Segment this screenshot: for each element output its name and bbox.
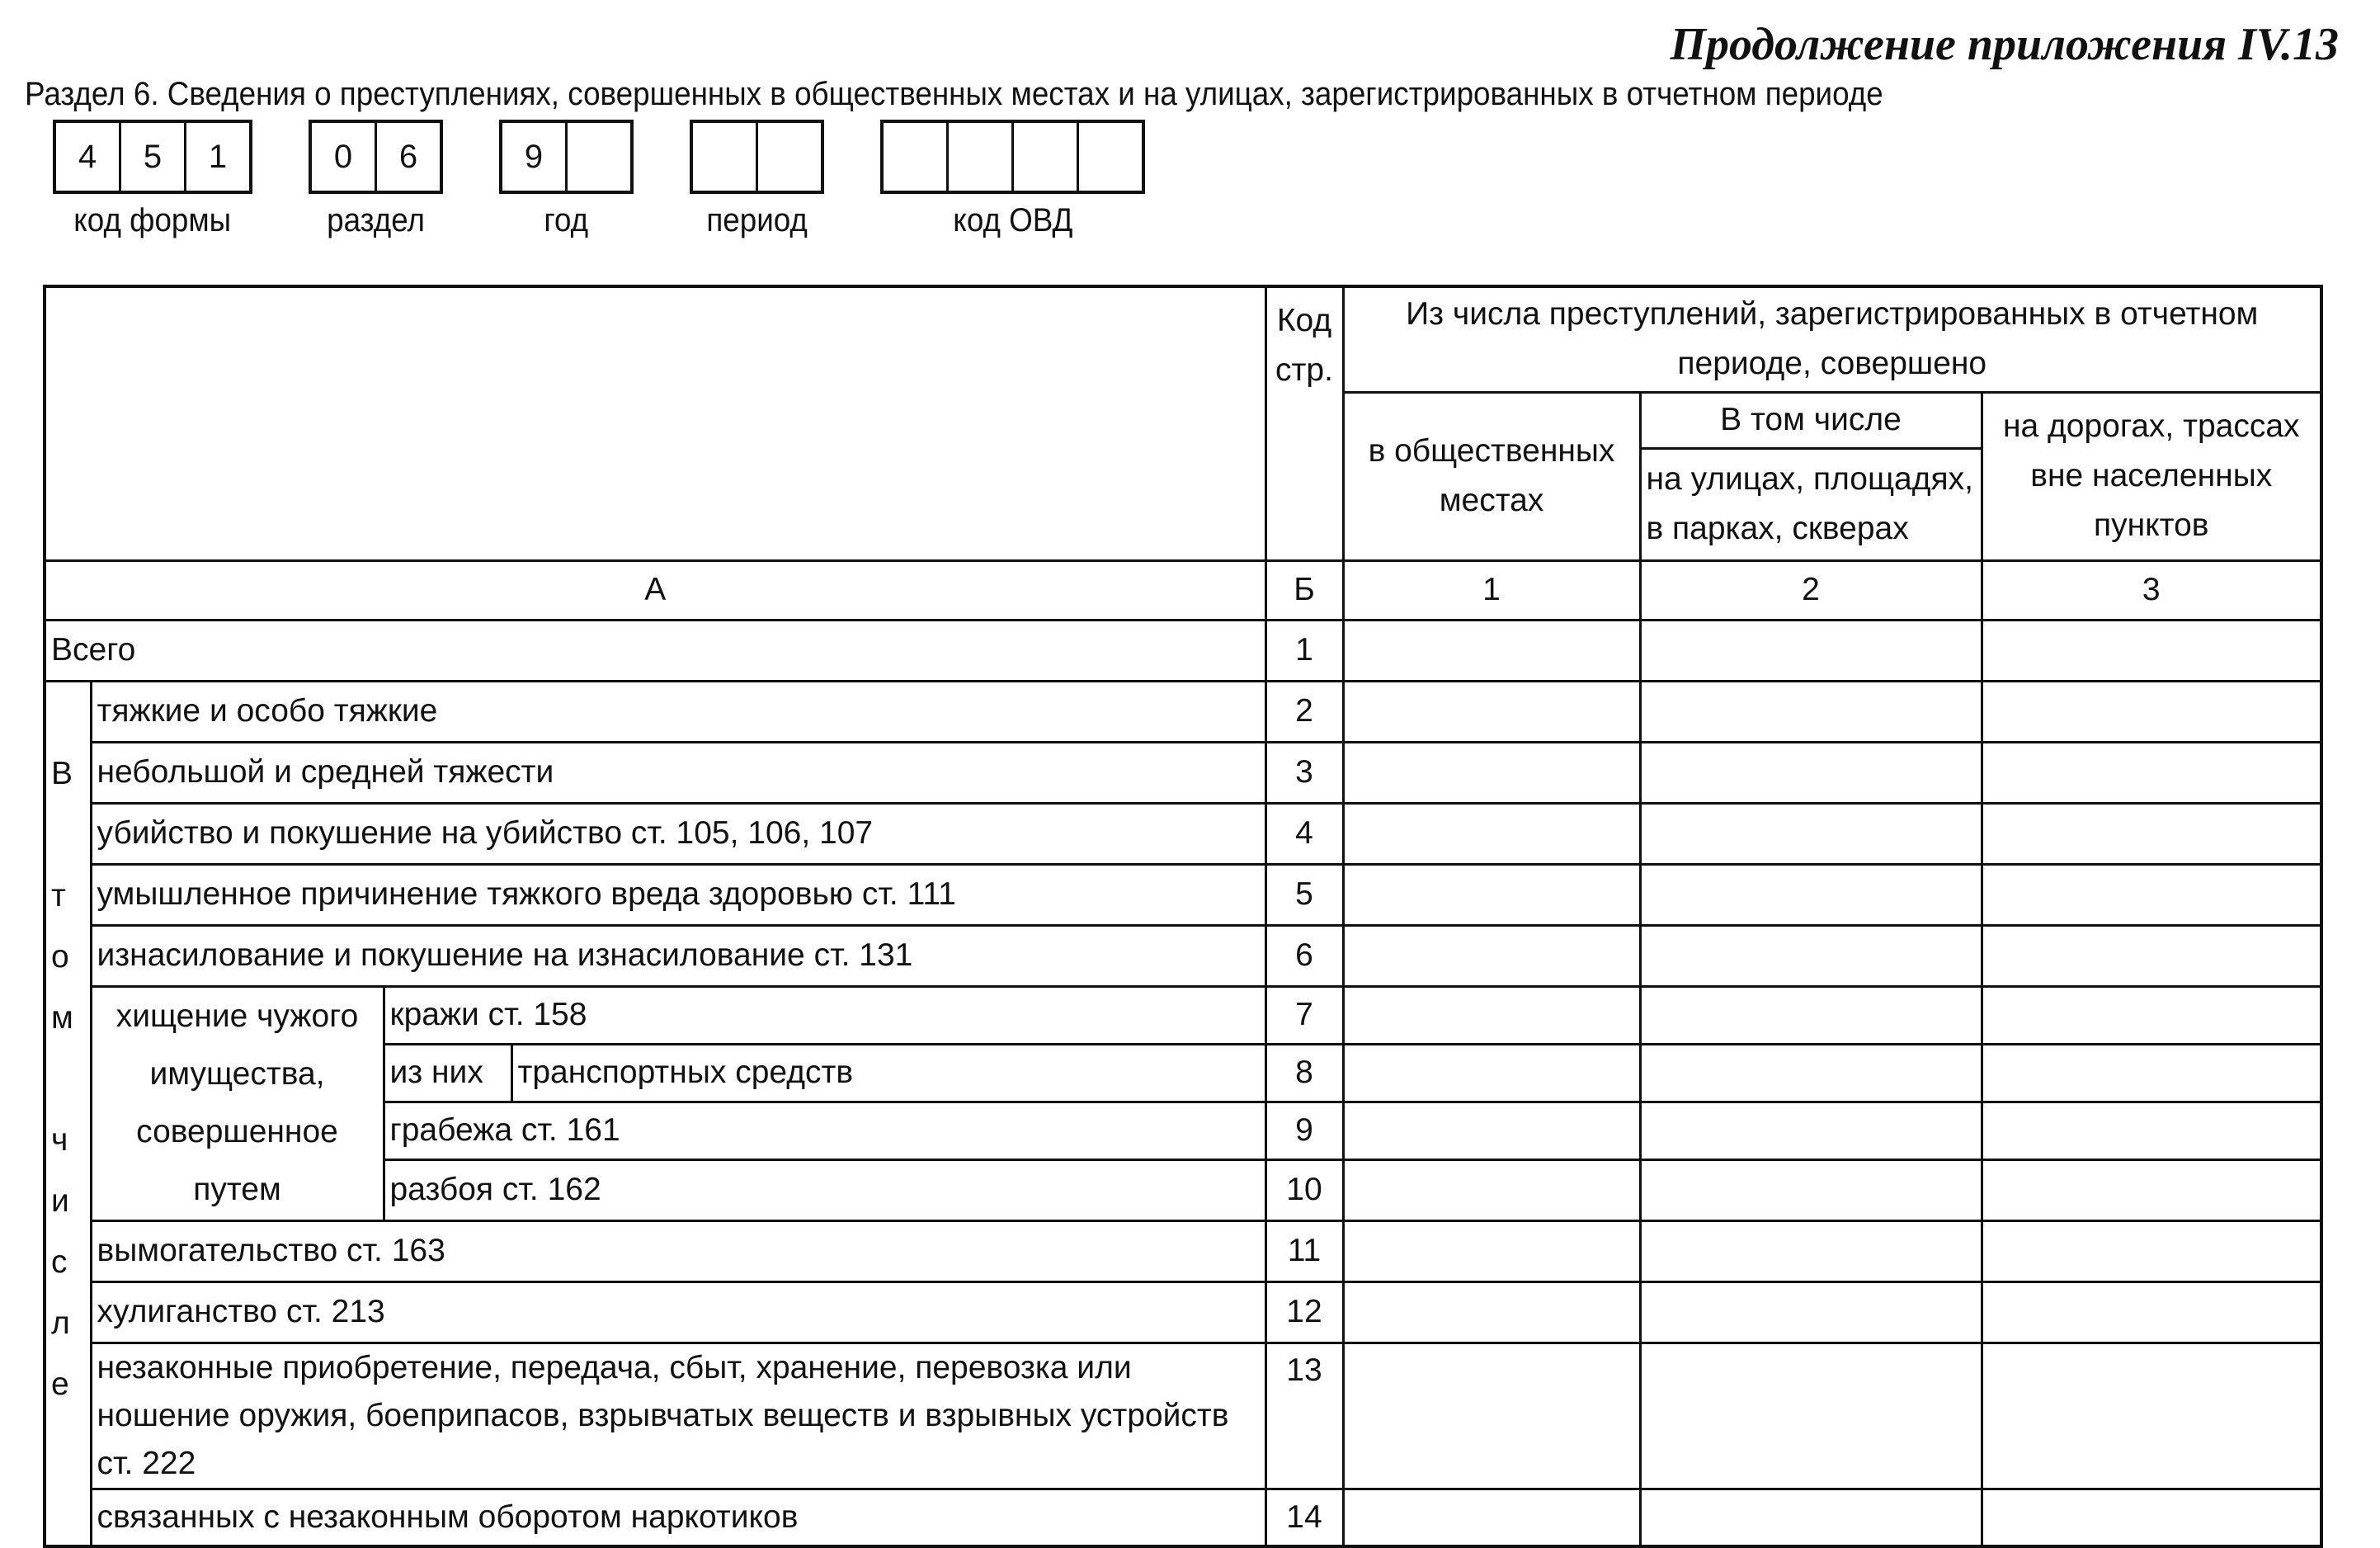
form-codes: [53, 120, 1201, 239]
row-code: 7: [1265, 986, 1343, 1044]
data-cell[interactable]: [1343, 1159, 1640, 1220]
data-cell[interactable]: [1343, 681, 1640, 742]
table-row: [45, 681, 2321, 742]
data-cell[interactable]: [1982, 864, 2321, 925]
data-cell[interactable]: [1343, 986, 1640, 1044]
data-cell[interactable]: [1640, 1044, 1982, 1102]
data-cell[interactable]: [1343, 1343, 1640, 1489]
code-label: период: [706, 202, 808, 238]
table-row: [45, 986, 2321, 1044]
data-cell[interactable]: [1343, 1044, 1640, 1102]
data-cell[interactable]: [1982, 681, 2321, 742]
data-cell[interactable]: [1982, 986, 2321, 1044]
table-row: [45, 1044, 2321, 1102]
header-subgroup: В том числе: [1640, 392, 1982, 448]
letter-a: А: [45, 560, 1265, 620]
code-box[interactable]: [565, 123, 630, 191]
header-main-group: Из числа преступлений, зарегистрированных в отчетном периоде, совершено: [1343, 286, 2321, 392]
code-group-form: [53, 120, 252, 239]
crime-table: [43, 285, 2323, 1548]
code-label: код ОВД: [952, 202, 1073, 238]
data-cell[interactable]: [1982, 803, 2321, 864]
row-label: небольшой и средней тяжести: [91, 742, 1265, 803]
table-row: [45, 1220, 2321, 1281]
header-col3: на дорогах, трассах вне населенных пунктов: [1982, 392, 2321, 560]
data-cell[interactable]: [1982, 925, 2321, 986]
row-code: 12: [1265, 1281, 1343, 1343]
section-title: Раздел 6. Сведения о преступлениях, совершенных в общественных местах и на улицах, зарегистрированных в отчетном периоде: [25, 76, 1883, 112]
code-box[interactable]: 9: [524, 138, 544, 175]
data-cell[interactable]: [1640, 620, 1982, 681]
row-label: изнасилование и покушение на изнасилование ст. 131: [91, 925, 1265, 986]
data-cell[interactable]: [1343, 742, 1640, 803]
row-label: кражи ст. 158: [384, 986, 1265, 1044]
data-cell[interactable]: [1640, 1281, 1982, 1343]
data-cell[interactable]: [1982, 742, 2321, 803]
row-code: 13: [1265, 1343, 1343, 1489]
code-box[interactable]: 0: [333, 138, 353, 175]
row-label: транспортных средств: [511, 1044, 1265, 1102]
row-label: незаконные приобретение, передача, сбыт, хранение, перевозка или ношение оружия, боеприпасов, взрывчатых веществ и взрывных устройств ст. 222: [91, 1343, 1265, 1489]
table-row: [45, 1343, 2321, 1489]
table-row: [45, 925, 2321, 986]
code-box[interactable]: [946, 123, 1011, 191]
header-col2: на улицах, площадях, в парках, скверах: [1640, 448, 1982, 560]
data-cell[interactable]: [1343, 1489, 1640, 1546]
data-cell[interactable]: [1640, 1343, 1982, 1489]
header-col1: в общественных местах: [1343, 392, 1640, 560]
table-row: [45, 742, 2321, 803]
data-cell[interactable]: [1343, 1220, 1640, 1281]
code-label: раздел: [327, 202, 425, 238]
code-box[interactable]: [1077, 123, 1142, 191]
side-label-v-tom-chisle: В т о м ч и с л е: [45, 681, 91, 1546]
data-cell[interactable]: [1640, 925, 1982, 986]
row-code: 11: [1265, 1220, 1343, 1281]
code-box[interactable]: 6: [375, 123, 440, 191]
data-cell[interactable]: [1343, 1281, 1640, 1343]
letter-3: 3: [1982, 560, 2321, 620]
theft-group-label: хищение чужого имущества, совершенное путем: [91, 986, 384, 1220]
row-code: 5: [1265, 864, 1343, 925]
code-group-section: [309, 120, 443, 239]
data-cell[interactable]: [1640, 1102, 1982, 1159]
table-row: [45, 864, 2321, 925]
row-code: 10: [1265, 1159, 1343, 1220]
row-label: разбоя ст. 162: [384, 1159, 1265, 1220]
data-cell[interactable]: [1982, 1220, 2321, 1281]
data-cell[interactable]: [1640, 681, 1982, 742]
data-cell[interactable]: [1640, 986, 1982, 1044]
data-cell[interactable]: [1640, 742, 1982, 803]
row-label: убийство и покушение на убийство ст. 105, 106, 107: [91, 803, 1265, 864]
of-them-label: из них: [384, 1044, 511, 1102]
letter-1: 1: [1343, 560, 1640, 620]
data-cell[interactable]: [1640, 1220, 1982, 1281]
code-label: год: [544, 202, 589, 238]
code-box[interactable]: [1011, 123, 1077, 191]
data-cell[interactable]: [1343, 620, 1640, 681]
code-box[interactable]: 1: [184, 123, 249, 191]
table-row: [45, 1102, 2321, 1159]
code-box[interactable]: 5: [119, 123, 184, 191]
row-label: умышленное причинение тяжкого вреда здоровью ст. 111: [91, 864, 1265, 925]
row-code: 14: [1265, 1489, 1343, 1546]
data-cell[interactable]: [1343, 925, 1640, 986]
code-box[interactable]: [884, 123, 946, 191]
row-code: 3: [1265, 742, 1343, 803]
row-code: 8: [1265, 1044, 1343, 1102]
table-row: [45, 1489, 2321, 1546]
code-group-year: [499, 120, 634, 239]
data-cell[interactable]: [1343, 803, 1640, 864]
data-cell[interactable]: [1640, 1489, 1982, 1546]
data-cell[interactable]: [1982, 1489, 2321, 1546]
code-group-period: [690, 120, 824, 239]
code-label: код формы: [73, 202, 232, 238]
header-blank: [45, 286, 1265, 560]
data-cell[interactable]: [1640, 803, 1982, 864]
row-code: 2: [1265, 681, 1343, 742]
row-label: связанных с незаконным оборотом наркотиков: [91, 1489, 1265, 1546]
code-box[interactable]: 4: [78, 138, 97, 175]
letter-b: Б: [1265, 560, 1343, 620]
data-cell[interactable]: [1343, 864, 1640, 925]
data-cell[interactable]: [1982, 1281, 2321, 1343]
table-row: [45, 1159, 2321, 1220]
header-code: Код стр.: [1265, 286, 1343, 560]
code-group-ovd: [880, 120, 1145, 239]
row-code: 9: [1265, 1102, 1343, 1159]
data-cell[interactable]: [1982, 1159, 2321, 1220]
row-label: вымогательство ст. 163: [91, 1220, 1265, 1281]
row-code: 6: [1265, 925, 1343, 986]
appendix-label: Продолжение приложения IV.13: [1670, 19, 2339, 70]
row-label: хулиганство ст. 213: [91, 1281, 1265, 1343]
data-cell[interactable]: [1982, 620, 2321, 681]
row-label: грабежа ст. 161: [384, 1102, 1265, 1159]
row-label: Всего: [45, 620, 1265, 681]
data-cell[interactable]: [1982, 1102, 2321, 1159]
data-cell[interactable]: [1982, 1044, 2321, 1102]
table-row: [45, 620, 2321, 681]
data-cell[interactable]: [1640, 1159, 1982, 1220]
row-code: 1: [1265, 620, 1343, 681]
code-box[interactable]: [693, 123, 756, 191]
data-cell[interactable]: [1640, 864, 1982, 925]
data-cell[interactable]: [1343, 1102, 1640, 1159]
row-code: 4: [1265, 803, 1343, 864]
row-label: тяжкие и особо тяжкие: [91, 681, 1265, 742]
code-box[interactable]: [756, 123, 821, 191]
table-row: [45, 1281, 2321, 1343]
data-cell[interactable]: [1982, 1343, 2321, 1489]
table-row: [45, 803, 2321, 864]
letter-2: 2: [1640, 560, 1982, 620]
